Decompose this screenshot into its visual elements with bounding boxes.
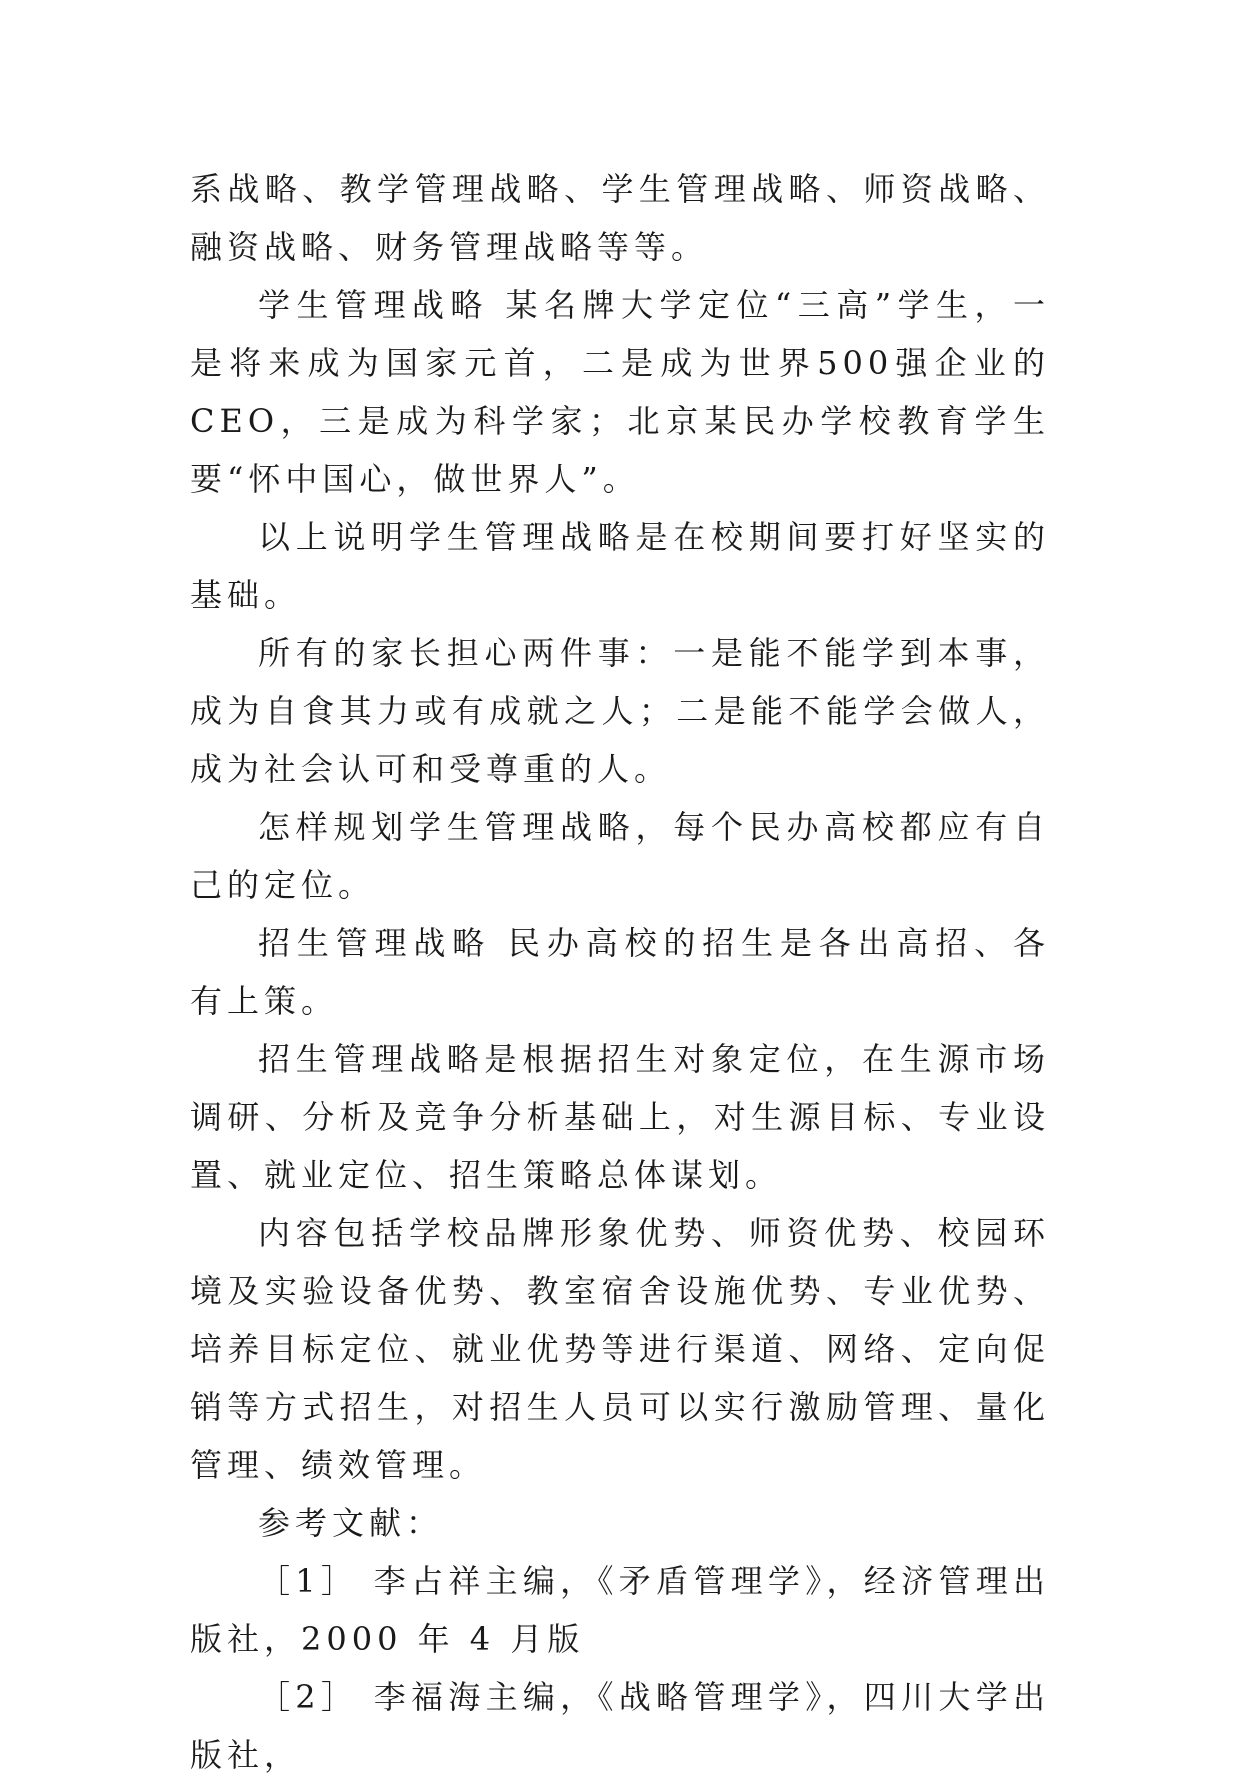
- paragraph-parents-concerns: 所有的家长担心两件事：一是能不能学到本事，成为自食其力或有成就之人；二是能不能学会做人，成为社会认可和受尊重的人。: [190, 634, 1050, 788]
- reference-item-2: ［2］ 李福海主编，《战略管理学》，四川大学出版社，: [190, 1678, 1050, 1774]
- references-heading: 参考文献：: [258, 1504, 444, 1542]
- paragraph-enrollment-definition: 招生管理战略是根据招生对象定位，在生源市场调研、分析及竞争分析基础上，对生源目标、专业设置、就业定位、招生策略总体谋划。: [190, 1040, 1050, 1194]
- document-body: [190, 160, 1050, 1784]
- paragraph-strategies-continued: 系战略、教学管理战略、学生管理战略、师资战略、融资战略、财务管理战略等等。: [190, 170, 1050, 266]
- paragraph-student-management: 学生管理战略 某名牌大学定位“三高”学生，一是将来成为国家元首，二是成为世界500强企业的CEO，三是成为科学家；北京某民办学校教育学生要“怀中国心，做世界人”。: [190, 286, 1050, 498]
- paragraph-foundation: 以上说明学生管理战略是在校期间要打好坚实的基础。: [190, 518, 1050, 614]
- paragraph-planning: 怎样规划学生管理战略，每个民办高校都应有自己的定位。: [190, 808, 1050, 904]
- paragraph-enrollment-strategy: 招生管理战略 民办高校的招生是各出高招、各有上策。: [190, 924, 1050, 1020]
- paragraph-enrollment-content: 内容包括学校品牌形象优势、师资优势、校园环境及实验设备优势、教室宿舍设施优势、专业优势、培养目标定位、就业优势等进行渠道、网络、定向促销等方式招生，对招生人员可以实行激励管理、量化管理、绩效管理。: [190, 1214, 1050, 1484]
- reference-item-1: ［1］ 李占祥主编，《矛盾管理学》，经济管理出版社，2000 年 4 月版: [190, 1562, 1050, 1658]
